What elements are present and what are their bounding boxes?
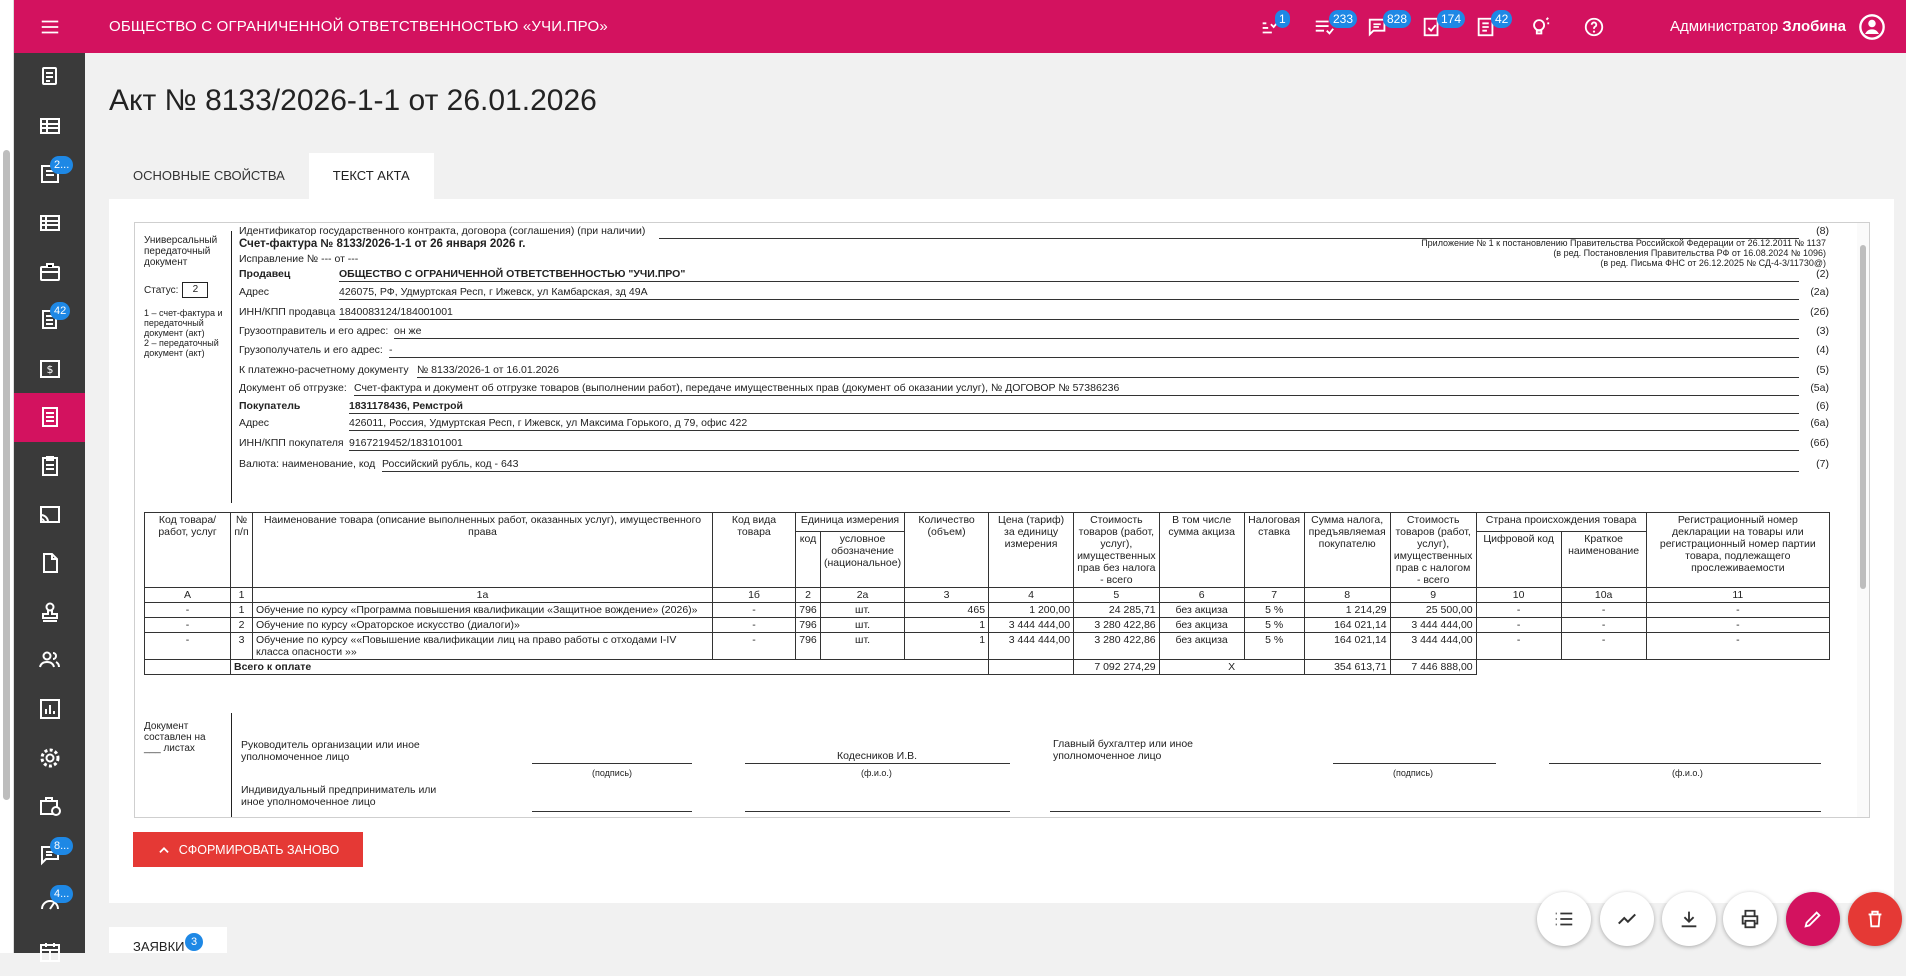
sidebar-item-settings[interactable] bbox=[14, 733, 85, 782]
table-cell: 1 bbox=[905, 633, 989, 660]
table-cell: 24 285,71 bbox=[1074, 603, 1160, 618]
sidebar-badge: 4... bbox=[50, 885, 73, 903]
doc-field-code: (6б) bbox=[1810, 437, 1829, 449]
sidebar-item-reports[interactable] bbox=[14, 296, 85, 345]
doc-field-value: 426011, Россия, Удмуртская Респ, г Ижевск, ул Максима Горького, д 79, офис 422 bbox=[349, 417, 1799, 431]
table-row bbox=[145, 633, 1830, 660]
acc-fio-caption: (ф.и.о.) bbox=[1672, 768, 1703, 778]
table-cell: шт. bbox=[821, 618, 905, 633]
doc-field-row bbox=[239, 304, 1829, 321]
tab-properties[interactable]: ОСНОВНЫЕ СВОЙСТВА bbox=[133, 168, 285, 183]
total-x: X bbox=[1159, 660, 1304, 675]
doc-field-label: Продавец bbox=[239, 268, 291, 280]
th-rate: Налоговая ставка bbox=[1244, 513, 1304, 588]
doc-type: Универсальный передаточный документ bbox=[144, 235, 218, 268]
status-value: 2 bbox=[182, 282, 208, 298]
edit-fab[interactable] bbox=[1786, 892, 1840, 946]
sidebar-item-stamp[interactable] bbox=[14, 588, 85, 637]
sidebar-item-speed[interactable] bbox=[14, 879, 85, 928]
total-sum: 7 446 888,00 bbox=[1390, 660, 1476, 675]
window-scrollbar[interactable] bbox=[0, 0, 14, 953]
th-unit-code: код bbox=[796, 532, 821, 588]
sidebar-item-clipboard[interactable] bbox=[14, 442, 85, 491]
col-index: 1 bbox=[231, 588, 253, 603]
th-num: № п/п bbox=[231, 513, 253, 588]
act-document bbox=[134, 222, 1870, 818]
col-index: 1б bbox=[713, 588, 796, 603]
table-cell: - bbox=[1646, 633, 1829, 660]
doc-field-value: 426075, РФ, Удмуртская Респ, г Ижевск, ул Камбарская, зд 49А bbox=[339, 286, 1799, 300]
sidebar bbox=[14, 0, 85, 953]
col-index: 3 bbox=[905, 588, 989, 603]
doc-field-label: ИНН/КПП покупателя bbox=[239, 437, 344, 449]
acc-sign-caption: (подпись) bbox=[1393, 768, 1434, 778]
th-reg: Регистрационный номер декларации на товары или регистрационный номер партии товара, подлежащего прослеживаемости bbox=[1646, 513, 1829, 588]
menu-button[interactable] bbox=[14, 0, 85, 53]
user-menu[interactable] bbox=[1670, 0, 1886, 53]
col-index: 1а bbox=[253, 588, 713, 603]
th-cost: Стоимость товаров (работ, услуг), имущественных прав без налога - всего bbox=[1074, 513, 1160, 588]
table-cell: Обучение по курсу ««Повышение квалификации лиц на право работы с отходами I-IV класса опасности »» bbox=[253, 633, 713, 660]
table-cell: - bbox=[1646, 603, 1829, 618]
table-cell: 1 bbox=[231, 603, 253, 618]
doc-field-row bbox=[239, 415, 1829, 432]
col-index: 5 bbox=[1074, 588, 1160, 603]
head-fio-caption: (ф.и.о.) bbox=[861, 768, 892, 778]
delete-fab[interactable] bbox=[1848, 892, 1902, 946]
table-cell: 796 bbox=[796, 603, 821, 618]
sidebar-item-chat[interactable] bbox=[14, 831, 85, 880]
print-icon bbox=[1739, 908, 1761, 930]
cast-icon bbox=[38, 503, 62, 527]
table-cell: 465 bbox=[905, 603, 989, 618]
sidebar-item-briefcase[interactable] bbox=[14, 247, 85, 296]
th-unit-name: условное обозначение (национальное) bbox=[821, 532, 905, 588]
sidebar-item-money[interactable] bbox=[14, 345, 85, 394]
table-cell: 3 280 422,86 bbox=[1074, 633, 1160, 660]
messages-button[interactable] bbox=[1363, 11, 1408, 42]
doc-field-value: 9167219452/183101001 bbox=[349, 437, 1799, 451]
table-cell: 2 bbox=[231, 618, 253, 633]
table-cell: 796 bbox=[796, 633, 821, 660]
checklist-button[interactable] bbox=[1471, 11, 1509, 42]
table-cell: 3 444 444,00 bbox=[1390, 618, 1476, 633]
chevron-up-icon bbox=[157, 843, 171, 857]
stamp-icon bbox=[38, 600, 62, 624]
head-name: Кодесников И.В. bbox=[837, 750, 918, 762]
doc-field-value bbox=[659, 225, 1799, 239]
table-cell: 1 214,29 bbox=[1304, 603, 1390, 618]
doc-field-value: № 8133/2026-1 от 16.01.2026 bbox=[417, 364, 1799, 378]
doc-field-row bbox=[239, 380, 1829, 397]
doc-field-value: он же bbox=[394, 325, 1799, 339]
doc-field-row bbox=[239, 323, 1829, 340]
doc-field-value: Счет-фактура и документ об отгрузке товаров (выполнении работ), передаче имущественных прав (документ об оказании услуг), № ДОГОВОР № 57386236 bbox=[354, 382, 1799, 396]
doc-field-code: (2) bbox=[1816, 268, 1829, 280]
user-role: Администратор bbox=[1669, 18, 1779, 35]
invoice-correction: Исправление № --- от --- bbox=[239, 253, 359, 265]
col-index: 10 bbox=[1476, 588, 1561, 603]
sidebar-item-file[interactable] bbox=[14, 539, 85, 588]
th-country-name: Краткое наименование bbox=[1561, 532, 1646, 588]
doc-field-label: Адрес bbox=[239, 417, 270, 429]
doc-field-row bbox=[239, 435, 1829, 452]
calendar-icon bbox=[38, 940, 62, 964]
regenerate-label: СФОРМИРОВАТЬ ЗАНОВО bbox=[178, 842, 340, 857]
org-title: ОБЩЕСТВО С ОГРАНИЧЕННОЙ ОТВЕТСТВЕННОСТЬЮ «УЧИ.ПРО» bbox=[109, 18, 608, 35]
topbar-badge: 828 bbox=[1383, 10, 1411, 28]
topbar-badge: 1 bbox=[1275, 10, 1290, 28]
col-index: 9 bbox=[1390, 588, 1476, 603]
total-tax: 354 613,71 bbox=[1304, 660, 1390, 675]
user-name: Злобина bbox=[1782, 18, 1846, 35]
appendix-note bbox=[1421, 238, 1826, 268]
sidebar-item-pay[interactable] bbox=[14, 150, 85, 199]
trend-fab[interactable] bbox=[1600, 892, 1654, 946]
table-cell: - bbox=[1476, 603, 1561, 618]
table-icon bbox=[38, 114, 62, 138]
table-cell: 3 444 444,00 bbox=[1390, 633, 1476, 660]
table-cell: - bbox=[1476, 633, 1561, 660]
doc-field-row bbox=[239, 223, 1829, 240]
col-index: А bbox=[145, 588, 231, 603]
hamburger-icon bbox=[39, 16, 61, 38]
sidebar-item-acts[interactable] bbox=[14, 393, 85, 442]
appendix-line: Приложение № 1 к постановлению Правительства Российской Федерации от 26.12.2011 № 1137 bbox=[1421, 238, 1826, 248]
table-total-row bbox=[145, 660, 1830, 675]
table-row bbox=[145, 603, 1830, 618]
table-cell: 3 bbox=[231, 633, 253, 660]
doc-field-row bbox=[239, 362, 1829, 379]
topbar-badge: 42 bbox=[1491, 10, 1512, 28]
th-tax: Сумма налога, предъявляемая покупателю bbox=[1304, 513, 1390, 588]
tabs bbox=[109, 153, 434, 199]
topbar-badge: 233 bbox=[1329, 10, 1357, 28]
table-row bbox=[145, 618, 1830, 633]
doc-field-code: (4) bbox=[1816, 344, 1829, 356]
table-cell: Обучение по курсу «Программа повышения квалификации «Защитное вождение» (2026)» bbox=[253, 603, 713, 618]
table-cell: - bbox=[713, 618, 796, 633]
download-icon bbox=[1678, 908, 1700, 930]
doc-field-code: (6а) bbox=[1810, 417, 1829, 429]
edit-icon bbox=[1802, 908, 1824, 930]
th-unit: Единица измерения bbox=[796, 513, 905, 532]
appendix-line: (в ред. Постановления Правительства РФ от 16.08.2024 № 1096) bbox=[1553, 248, 1826, 258]
table-cell: шт. bbox=[821, 633, 905, 660]
doc-field-label: Грузоотправитель и его адрес: bbox=[239, 325, 389, 337]
status-label: Статус: bbox=[144, 284, 179, 296]
doc-field-label: Идентификатор государственного контракта, договора (соглашения) (при наличии) bbox=[239, 225, 646, 237]
regenerate-button[interactable] bbox=[133, 832, 363, 867]
doc-field-label: Документ об отгрузке: bbox=[239, 382, 347, 394]
lightbulb-button[interactable] bbox=[1525, 12, 1555, 42]
clipboard-icon bbox=[38, 454, 62, 478]
tab-requests[interactable] bbox=[109, 927, 227, 953]
sidebar-badge: 8... bbox=[50, 837, 73, 855]
table-cell: - bbox=[145, 603, 231, 618]
th-total: Стоимость товаров (работ, услуг), имущественных прав с налогом - всего bbox=[1390, 513, 1476, 588]
topbar-badge: 174 bbox=[1437, 10, 1465, 28]
help-button[interactable] bbox=[1579, 12, 1609, 42]
doc-field-code: (8) bbox=[1816, 225, 1829, 237]
col-index: 4 bbox=[989, 588, 1074, 603]
help-icon bbox=[1583, 16, 1605, 38]
table-cell: 3 444 444,00 bbox=[989, 618, 1074, 633]
sidebar-item-users[interactable] bbox=[14, 636, 85, 685]
doc-field-row bbox=[239, 398, 1829, 415]
tasks-button[interactable] bbox=[1255, 12, 1285, 42]
doc-field-value: 1831178436, Ремстрой bbox=[349, 400, 1799, 414]
doc-field-code: (6) bbox=[1816, 400, 1829, 412]
table-cell: - bbox=[1561, 618, 1646, 633]
accountant-label: Главный бухгалтер или иное уполномоченное лицо bbox=[1053, 738, 1194, 762]
table-cell: без акциза bbox=[1159, 618, 1244, 633]
stats-icon bbox=[38, 697, 62, 721]
th-country-code: Цифровой код bbox=[1476, 532, 1561, 588]
document-button[interactable] bbox=[1417, 11, 1462, 42]
money-icon bbox=[38, 357, 62, 381]
appendix-line: (в ред. Письма ФНС от 26.12.2025 № СД-4-3/11730@) bbox=[1600, 258, 1826, 268]
table-cell: 5 % bbox=[1244, 633, 1304, 660]
sidebar-badge: 42 bbox=[50, 302, 70, 320]
doc-scrollbar[interactable] bbox=[1857, 223, 1869, 817]
page-title: Акт № 8133/2026-1-1 от 26.01.2026 bbox=[109, 84, 597, 117]
doc-field-code: (7) bbox=[1816, 458, 1829, 470]
table-cell: - bbox=[1561, 633, 1646, 660]
doc-field-row bbox=[239, 456, 1829, 473]
table-cell: - bbox=[145, 618, 231, 633]
table-cell: Обучение по курсу «Ораторское искусство (диалоги)» bbox=[253, 618, 713, 633]
topbar bbox=[85, 0, 1906, 53]
table-header-row bbox=[145, 513, 1830, 532]
account-icon bbox=[1858, 13, 1886, 41]
sidebar-item-time[interactable] bbox=[14, 782, 85, 831]
doc-field-value: ОБЩЕСТВО С ОГРАНИЧЕННОЙ ОТВЕТСТВЕННОСТЬЮ "УЧИ.ПРО" bbox=[339, 268, 1799, 282]
sidebar-item-calendar[interactable] bbox=[14, 928, 85, 976]
doc-field-value: Российский рубль, код - 643 bbox=[382, 458, 1799, 472]
head-sign-caption: (подпись) bbox=[592, 768, 633, 778]
doc-field-code: (3) bbox=[1816, 325, 1829, 337]
table-cell: 164 021,14 bbox=[1304, 633, 1390, 660]
doc-field-code: (2б) bbox=[1810, 306, 1829, 318]
table-cell: без акциза bbox=[1159, 603, 1244, 618]
doc-field-row bbox=[239, 342, 1829, 359]
table-cell: - bbox=[1561, 603, 1646, 618]
print-fab[interactable] bbox=[1723, 892, 1777, 946]
lightbulb-icon bbox=[1529, 16, 1551, 38]
requests-badge: 3 bbox=[185, 933, 203, 951]
th-excise: В том числе сумма акциза bbox=[1159, 513, 1244, 588]
doc-field-label: Покупатель bbox=[239, 400, 301, 412]
window-scrollbar-thumb[interactable] bbox=[3, 150, 10, 800]
table-cell: - bbox=[1476, 618, 1561, 633]
th-price: Цена (тариф) за единицу измерения bbox=[989, 513, 1074, 588]
doc-field-value: - bbox=[389, 344, 1799, 358]
time-icon bbox=[38, 794, 62, 818]
download-fab[interactable] bbox=[1662, 892, 1716, 946]
doc-field-code: (2а) bbox=[1810, 286, 1829, 298]
table-cell: 1 bbox=[905, 618, 989, 633]
briefcase-icon bbox=[38, 260, 62, 284]
head-label: Руководитель организации или иное уполномоченное лицо bbox=[241, 739, 420, 763]
ip-label: Индивидуальный предприниматель или иное уполномоченное лицо bbox=[241, 784, 437, 808]
table-index-row bbox=[145, 588, 1830, 603]
list-button[interactable] bbox=[1309, 11, 1354, 42]
th-kind: Код вида товара bbox=[713, 513, 796, 588]
doc-field-row bbox=[239, 284, 1829, 301]
col-index: 6 bbox=[1159, 588, 1244, 603]
invoice-header: Счет-фактура № 8133/2026-1-1 от 26 января 2026 г. bbox=[239, 238, 526, 250]
table-cell: шт. bbox=[821, 603, 905, 618]
requests-label: ЗАЯВКИ bbox=[133, 939, 185, 954]
sidebar-item-list[interactable] bbox=[14, 199, 85, 248]
invoice-table bbox=[144, 512, 1830, 675]
documents-icon bbox=[38, 65, 62, 89]
sidebar-item-documents[interactable] bbox=[14, 53, 85, 102]
sidebar-item-table[interactable] bbox=[14, 102, 85, 151]
table-cell: 25 500,00 bbox=[1390, 603, 1476, 618]
status-note: 1 – счет-фактура и передаточный документ (акт) 2 – передаточный документ (акт) bbox=[144, 308, 223, 358]
table-cell: 3 280 422,86 bbox=[1074, 618, 1160, 633]
table-cell: 1 200,00 bbox=[989, 603, 1074, 618]
table-cell: - bbox=[713, 633, 796, 660]
th-country: Страна происхождения товара bbox=[1476, 513, 1646, 532]
trash-icon bbox=[1864, 908, 1886, 930]
th-code: Код товара/ работ, услуг bbox=[145, 513, 231, 588]
total-label: Всего к оплате bbox=[231, 660, 989, 675]
doc-field-label: Грузополучатель и его адрес: bbox=[239, 344, 383, 356]
list-icon bbox=[1553, 908, 1575, 930]
sidebar-item-cast[interactable] bbox=[14, 490, 85, 539]
doc-pages-note: Документ составлен на ___ листах bbox=[144, 721, 206, 754]
acts-icon bbox=[38, 405, 62, 429]
doc-field-label: ИНН/КПП продавца bbox=[239, 306, 336, 318]
list-fab[interactable] bbox=[1537, 892, 1591, 946]
col-index: 8 bbox=[1304, 588, 1390, 603]
doc-field-row bbox=[239, 266, 1829, 283]
table-cell: - bbox=[713, 603, 796, 618]
doc-scrollbar-thumb[interactable] bbox=[1860, 245, 1866, 589]
doc-field-label: Валюта: наименование, код bbox=[239, 458, 376, 470]
svg-text:$: $ bbox=[46, 362, 53, 376]
total-cost: 7 092 274,29 bbox=[1074, 660, 1160, 675]
table-cell: - bbox=[145, 633, 231, 660]
table-cell: - bbox=[1646, 618, 1829, 633]
th-name: Наименование товара (описание выполненных работ, оказанных услуг), имущественного права bbox=[253, 513, 713, 588]
list-icon bbox=[38, 211, 62, 235]
table-cell: 5 % bbox=[1244, 618, 1304, 633]
trend-icon bbox=[1616, 908, 1638, 930]
col-index: 10а bbox=[1561, 588, 1646, 603]
file-icon bbox=[38, 551, 62, 575]
sidebar-badge: 2... bbox=[50, 156, 73, 174]
settings-icon bbox=[38, 746, 62, 770]
table-cell: 5 % bbox=[1244, 603, 1304, 618]
col-index: 2а bbox=[821, 588, 905, 603]
th-qty: Количество (объем) bbox=[905, 513, 989, 588]
col-index: 11 bbox=[1646, 588, 1829, 603]
doc-field-label: К платежно-расчетному документу bbox=[239, 364, 409, 376]
doc-field-code: (5а) bbox=[1810, 382, 1829, 394]
col-index: 7 bbox=[1244, 588, 1304, 603]
tab-act-text[interactable]: ТЕКСТ АКТА bbox=[309, 153, 434, 199]
users-icon bbox=[38, 648, 62, 672]
col-index: 2 bbox=[796, 588, 821, 603]
doc-field-value: 1840083124/184001001 bbox=[339, 306, 1799, 320]
sidebar-item-stats[interactable] bbox=[14, 685, 85, 734]
table-cell: 3 444 444,00 bbox=[989, 633, 1074, 660]
table-cell: 796 bbox=[796, 618, 821, 633]
table-cell: без акциза bbox=[1159, 633, 1244, 660]
doc-field-label: Адрес bbox=[239, 286, 270, 298]
doc-field-code: (5) bbox=[1816, 364, 1829, 376]
doc-left-column bbox=[144, 235, 229, 358]
table-cell: 164 021,14 bbox=[1304, 618, 1390, 633]
